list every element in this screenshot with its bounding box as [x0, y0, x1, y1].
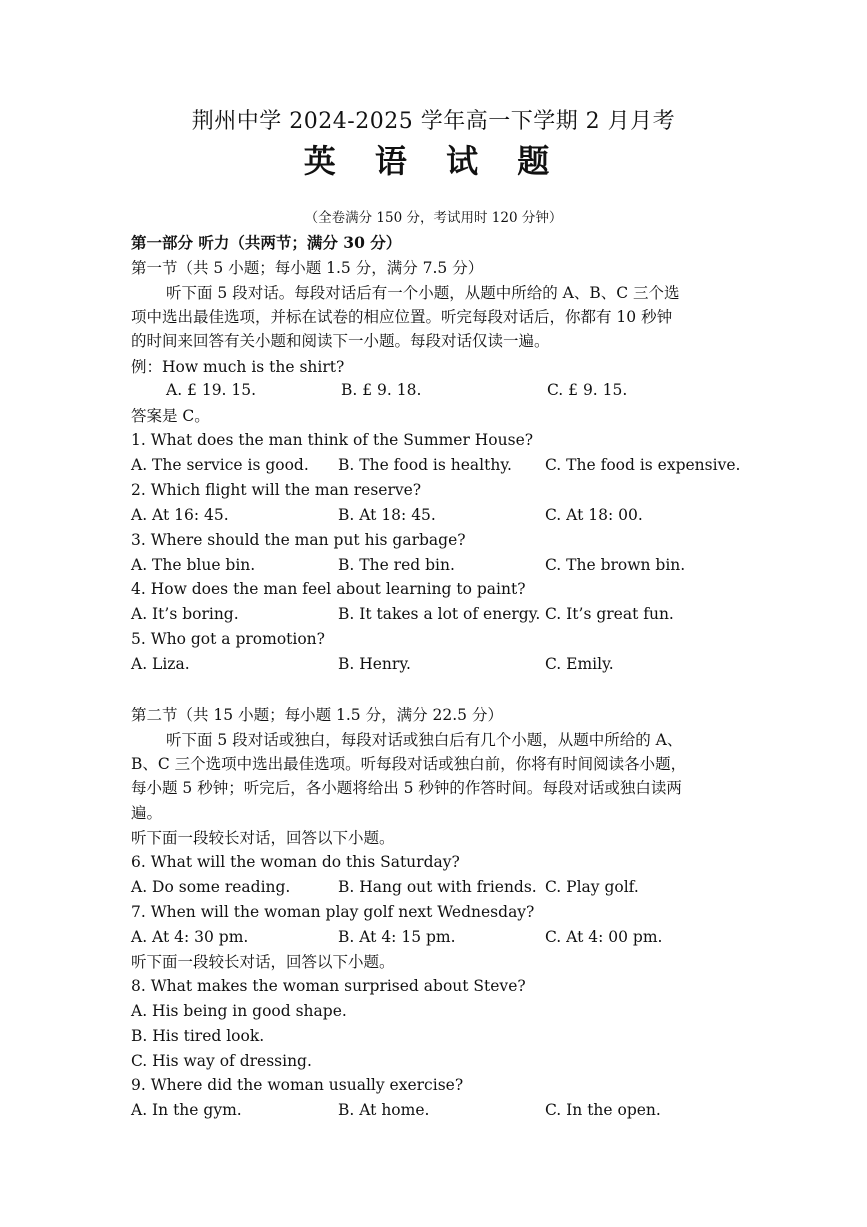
option-8c: C. His way of dressing.: [131, 1052, 312, 1070]
question-4: 4. How does the man feel about learning to paint?: [131, 580, 526, 598]
example-question: 例：How much is the shirt?: [131, 358, 345, 376]
part1-title: 第一部分 听力（共两节；满分 30 分）: [131, 233, 402, 252]
example-option-b: B. £ 9. 18.: [341, 381, 422, 399]
option-9c: C. In the open.: [545, 1101, 661, 1119]
option-1b: B. The food is healthy.: [338, 456, 512, 474]
option-5c: C. Emily.: [545, 655, 614, 673]
section1-instruction: 的时间来回答有关小题和阅读下一小题。每段对话仅读一遍。: [131, 332, 550, 350]
section2-instruction: 听下面 5 段对话或独白，每段对话或独白后有几个小题，从题中所给的 A、: [166, 731, 683, 749]
section1-title: 第一节（共 5 小题；每小题 1.5 分，满分 7.5 分）: [131, 259, 484, 277]
option-6a: A. Do some reading.: [131, 878, 291, 896]
option-6c: C. Play golf.: [545, 878, 639, 896]
option-2c: C. At 18: 00.: [545, 506, 643, 524]
example-option-c: C. £ 9. 15.: [547, 381, 628, 399]
option-4b: B. It takes a lot of energy.: [338, 605, 541, 623]
option-6b: B. Hang out with friends.: [338, 878, 537, 896]
section2-instruction: 遍。: [131, 804, 163, 822]
option-5a: A. Liza.: [131, 655, 190, 673]
exam-title: 荆州中学 2024-2025 学年高一下学期 2 月月考: [191, 109, 676, 134]
option-3b: B. The red bin.: [338, 556, 455, 574]
question-5: 5. Who got a promotion?: [131, 630, 325, 648]
example-answer: 答案是 C。: [131, 407, 210, 425]
option-7b: B. At 4: 15 pm.: [338, 928, 456, 946]
section2-instruction: B、C 三个选项中选出最佳选项。听每段对话或独白前，你将有时间阅读各小题，: [131, 755, 687, 773]
option-3a: A. The blue bin.: [131, 556, 256, 574]
option-2b: B. At 18: 45.: [338, 506, 436, 524]
option-3c: C. The brown bin.: [545, 556, 686, 574]
option-9b: B. At home.: [338, 1101, 430, 1119]
option-1c: C. The food is expensive.: [545, 456, 741, 474]
option-5b: B. Henry.: [338, 655, 411, 673]
option-8a: A. His being in good shape.: [131, 1002, 347, 1020]
section1-instruction: 听下面 5 段对话。每段对话后有一个小题，从题中所给的 A、B、C 三个选: [166, 284, 680, 302]
section2-instruction: 每小题 5 秒钟；听完后，各小题将给出 5 秒钟的作答时间。每段对话或独白读两: [131, 779, 682, 797]
question-8: 8. What makes the woman surprised about Steve?: [131, 977, 526, 995]
question-7: 7. When will the woman play golf next Wednesday?: [131, 903, 535, 921]
question-9: 9. Where did the woman usually exercise?: [131, 1076, 464, 1094]
option-4a: A. It’s boring.: [131, 605, 239, 623]
question-2: 2. Which flight will the man reserve?: [131, 481, 422, 499]
question-6: 6. What will the woman do this Saturday?: [131, 853, 460, 871]
option-7c: C. At 4: 00 pm.: [545, 928, 663, 946]
exam-subject: 英 语 试 题: [303, 142, 564, 180]
section1-instruction: 项中选出最佳选项，并标在试卷的相应位置。听完每段对话后，你都有 10 秒钟: [131, 308, 673, 326]
option-1a: A. The service is good.: [131, 456, 309, 474]
option-2a: A. At 16: 45.: [131, 506, 229, 524]
section2-title: 第二节（共 15 小题；每小题 1.5 分，满分 22.5 分）: [131, 706, 503, 724]
option-4c: C. It’s great fun.: [545, 605, 674, 623]
group-intro: 听下面一段较长对话，回答以下小题。: [131, 829, 395, 847]
question-3: 3. Where should the man put his garbage?: [131, 531, 466, 549]
group-intro: 听下面一段较长对话，回答以下小题。: [131, 953, 395, 971]
exam-note: （全卷满分 150 分，考试用时 120 分钟）: [304, 210, 563, 226]
option-7a: A. At 4: 30 pm.: [131, 928, 249, 946]
example-option-a: A. £ 19. 15.: [166, 381, 257, 399]
option-9a: A. In the gym.: [131, 1101, 242, 1119]
option-8b: B. His tired look.: [131, 1027, 265, 1045]
question-1: 1. What does the man think of the Summer House?: [131, 431, 534, 449]
